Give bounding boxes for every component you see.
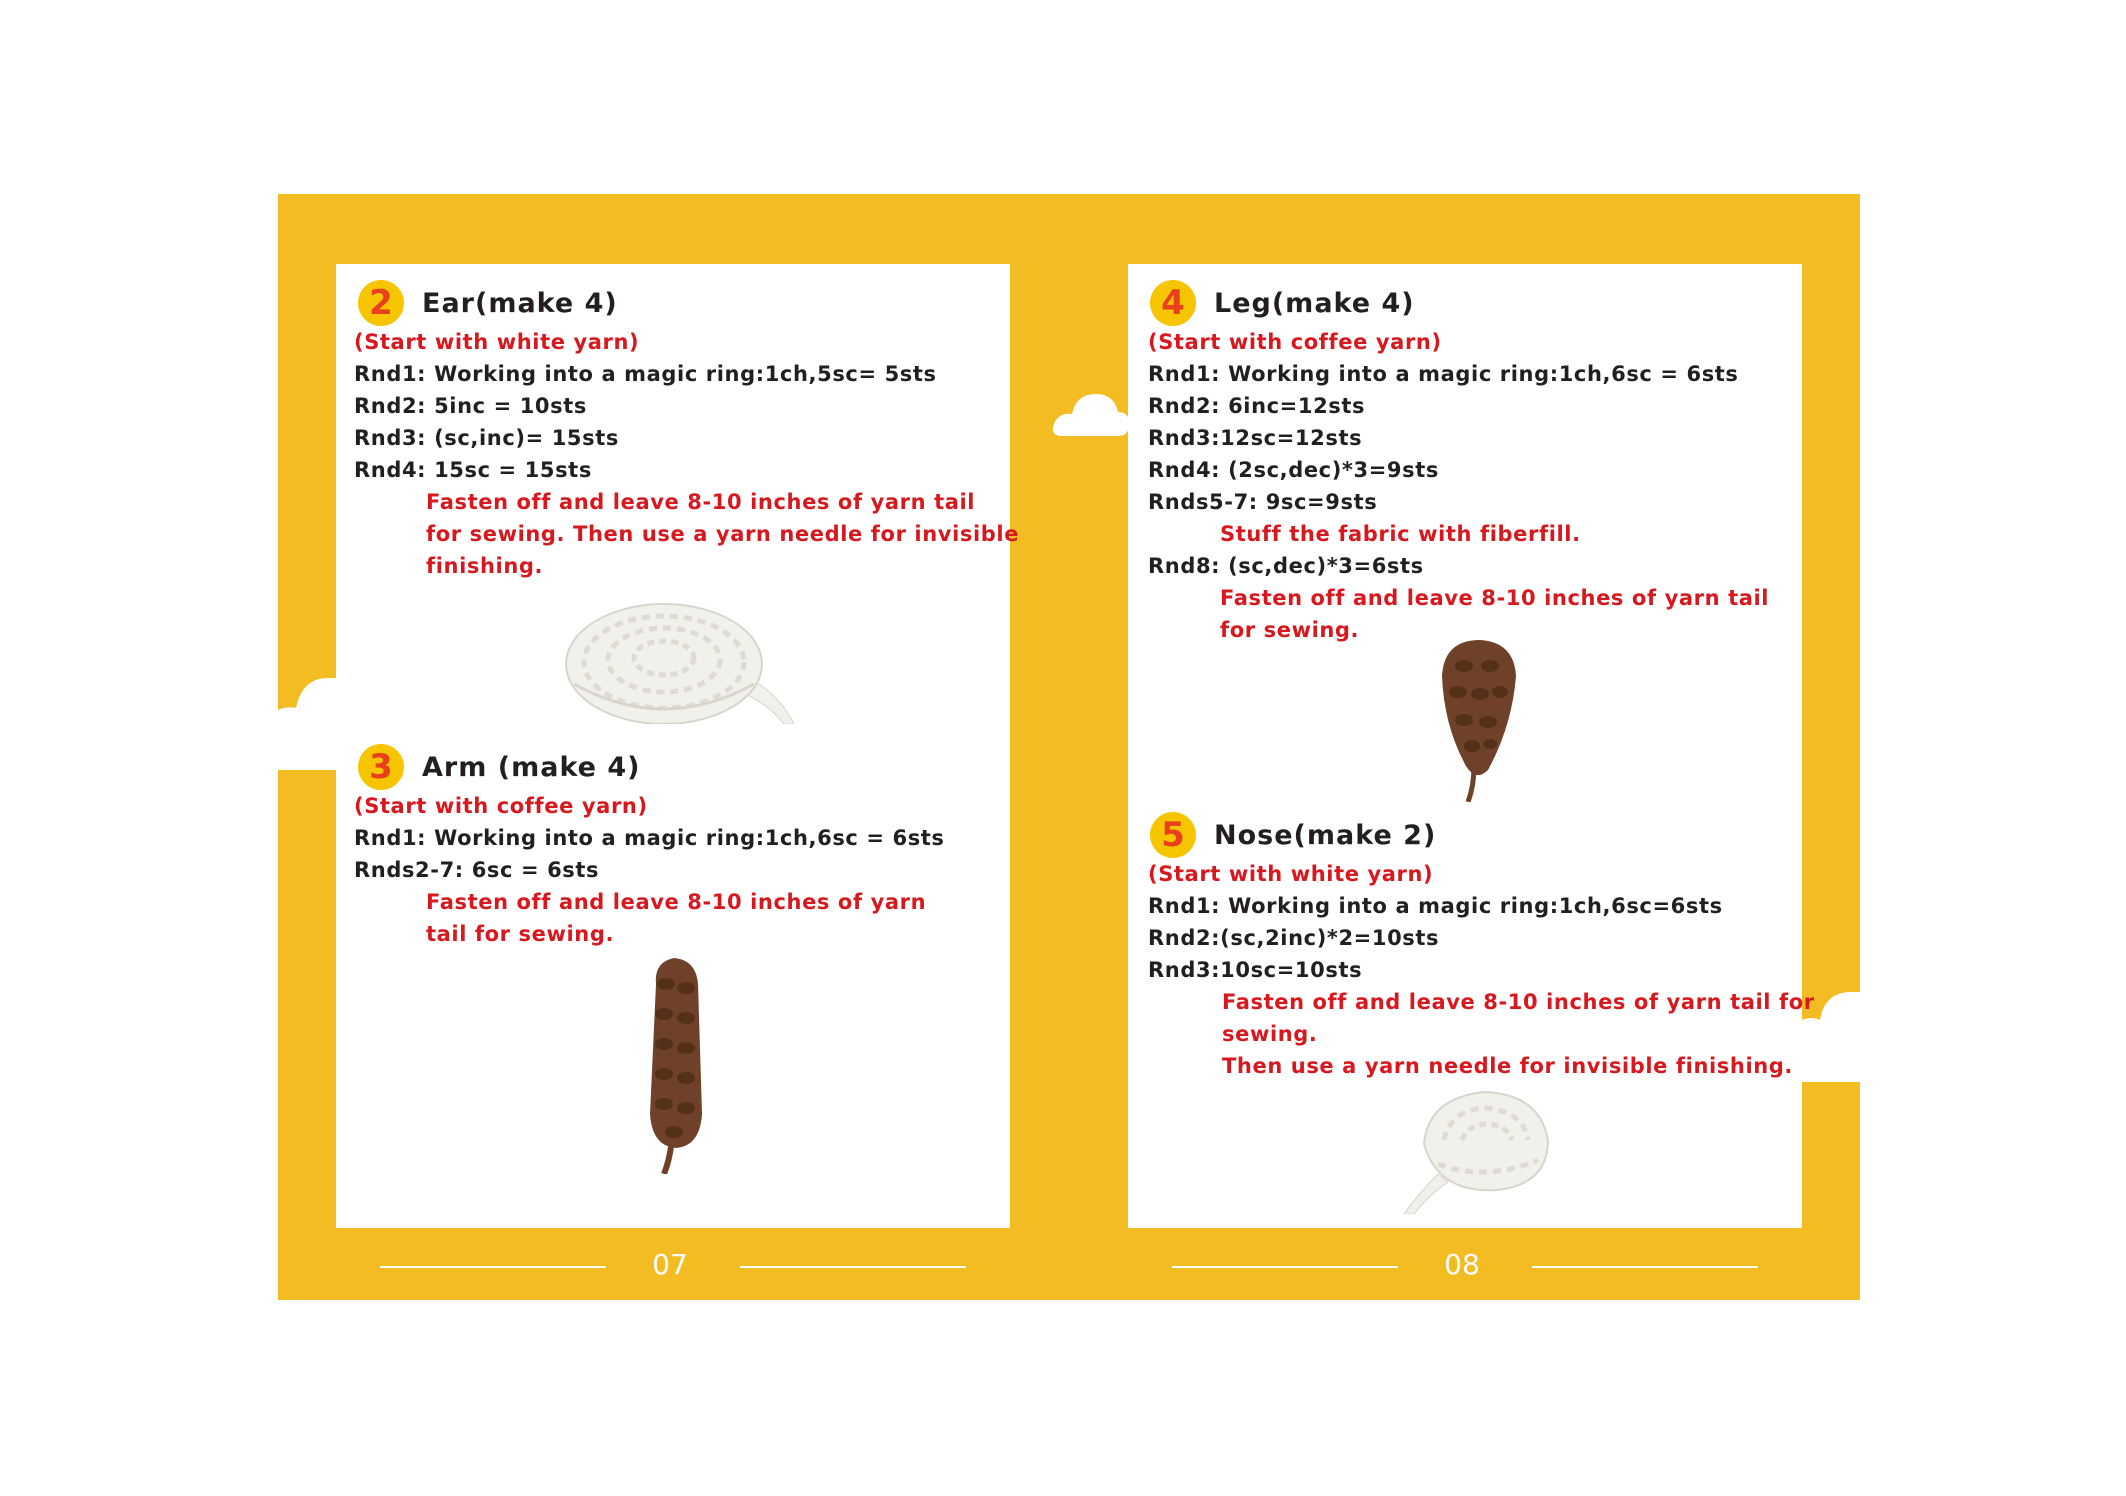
step-number-badge: 5 [1150, 812, 1196, 858]
leg-section-header [1150, 280, 1415, 326]
ear-section-title: Ear(make 4) [422, 287, 618, 319]
white-crochet-ear-photo [564, 584, 794, 724]
nose-finish-line-2: sewing. [1222, 1022, 1318, 1046]
nose-finish-line-1: Fasten off and leave 8-10 inches of yarn tail for [1222, 990, 1815, 1014]
leg-round-8: Rnd8: (sc,dec)*3=6sts [1148, 554, 1424, 578]
footer-rule [380, 1266, 606, 1268]
footer-rule [1532, 1266, 1758, 1268]
leg-round-2: Rnd2: 6inc=12sts [1148, 394, 1366, 418]
step-number-badge: 2 [358, 280, 404, 326]
left-page-panel [336, 264, 1020, 1228]
leg-round-5-7: Rnds5-7: 9sc=9sts [1148, 490, 1378, 514]
arm-round-2-7: Rnds2-7: 6sc = 6sts [354, 858, 600, 882]
nose-round-1: Rnd1: Working into a magic ring:1ch,6sc=6sts [1148, 894, 1723, 918]
nose-round-3: Rnd3:10sc=10sts [1148, 958, 1363, 982]
booklet-spread [278, 194, 1860, 1300]
leg-finish-line-1: Fasten off and leave 8-10 inches of yarn tail [1220, 586, 1770, 610]
leg-yarn-note: (Start with coffee yarn) [1148, 330, 1442, 354]
right-page-panel [1128, 264, 1815, 1228]
page-number: 08 [1444, 1248, 1480, 1281]
nose-finish-line-3: Then use a yarn needle for invisible finishing. [1222, 1054, 1794, 1078]
page-number: 07 [652, 1248, 688, 1281]
ear-round-3: Rnd3: (sc,inc)= 15sts [354, 426, 619, 450]
arm-finish-line-1: Fasten off and leave 8-10 inches of yarn [426, 890, 927, 914]
arm-section-title: Arm (make 4) [422, 751, 641, 783]
step-number-badge: 3 [358, 744, 404, 790]
brown-crochet-leg-photo [1428, 636, 1528, 802]
brown-crochet-arm-photo [636, 954, 716, 1174]
cloud-decoration [1052, 390, 1132, 440]
leg-stuff-note: Stuff the fabric with fiberfill. [1220, 522, 1581, 546]
ear-round-2: Rnd2: 5inc = 10sts [354, 394, 587, 418]
footer-rule [1172, 1266, 1398, 1268]
ear-finish-line-1: Fasten off and leave 8-10 inches of yarn tail [426, 490, 976, 514]
ear-yarn-note: (Start with white yarn) [354, 330, 640, 354]
footer-rule [740, 1266, 966, 1268]
leg-round-3: Rnd3:12sc=12sts [1148, 426, 1363, 450]
arm-yarn-note: (Start with coffee yarn) [354, 794, 648, 818]
cloud-decoration [278, 672, 348, 770]
nose-yarn-note: (Start with white yarn) [1148, 862, 1434, 886]
step-number-badge: 4 [1150, 280, 1196, 326]
arm-round-1: Rnd1: Working into a magic ring:1ch,6sc = 6sts [354, 826, 945, 850]
leg-finish-line-2: for sewing. [1220, 618, 1360, 642]
leg-round-4: Rnd4: (2sc,dec)*3=9sts [1148, 458, 1439, 482]
nose-section-title: Nose(make 2) [1214, 819, 1437, 851]
white-crochet-nose-photo [1398, 1084, 1568, 1214]
nose-round-2: Rnd2:(sc,2inc)*2=10sts [1148, 926, 1440, 950]
ear-finish-line-3: finishing. [426, 554, 544, 578]
ear-round-1: Rnd1: Working into a magic ring:1ch,5sc= 5sts [354, 362, 937, 386]
arm-section-header [358, 744, 641, 790]
ear-round-4: Rnd4: 15sc = 15sts [354, 458, 592, 482]
ear-section-header [358, 280, 618, 326]
cloud-decoration [1802, 990, 1860, 1084]
nose-section-header [1150, 812, 1436, 858]
arm-finish-line-2: tail for sewing. [426, 922, 615, 946]
leg-round-1: Rnd1: Working into a magic ring:1ch,6sc = 6sts [1148, 362, 1739, 386]
leg-section-title: Leg(make 4) [1214, 287, 1415, 319]
ear-finish-line-2: for sewing. Then use a yarn needle for invisible [426, 522, 1020, 546]
